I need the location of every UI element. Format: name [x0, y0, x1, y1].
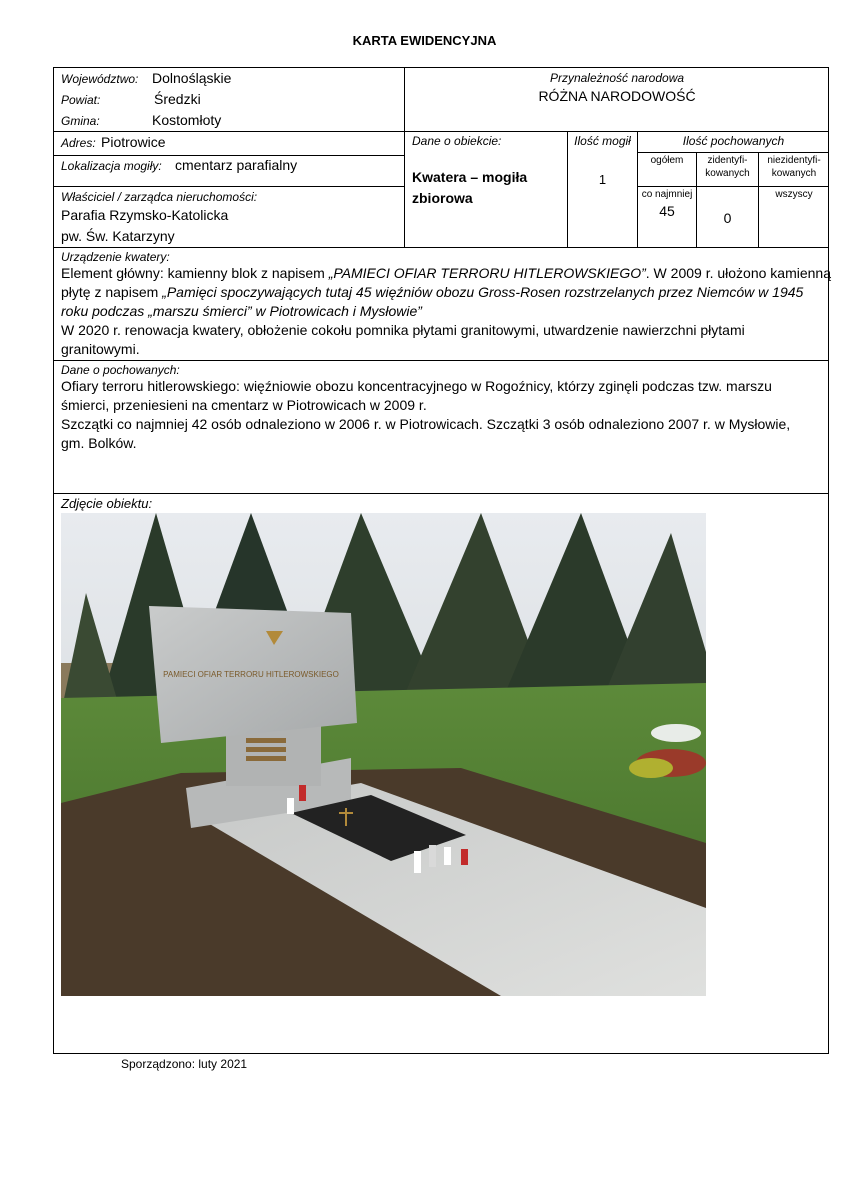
gmina-label: Gmina: — [61, 114, 100, 128]
buried-identified-value: 0 — [723, 210, 732, 226]
urzadzenie-line1-suffix: . W 2009 r. ułożono kamienną — [645, 265, 832, 281]
pochowani-text — [61, 377, 827, 453]
buried-total-value: 45 — [659, 203, 675, 219]
object-value-line2: zbiorowa — [412, 190, 473, 206]
divider — [405, 131, 829, 132]
adres-label: Adres: — [61, 136, 96, 150]
pochowani-label: Dane o pochowanych: — [61, 363, 180, 377]
wlasciciel-value-line1: Parafia Rzymsko-Katolicka — [61, 207, 229, 223]
buried-total-label: ogółem — [650, 155, 684, 166]
divider — [54, 247, 829, 248]
divider — [54, 186, 405, 187]
photo-label: Zdjęcie obiektu: — [61, 496, 153, 511]
wlasciciel-label: Właściciel / zarządca nieruchomości: — [61, 190, 258, 204]
urzadzenie-label: Urządzenie kwatery: — [61, 250, 170, 264]
pochowani-line2: śmierci, przeniesieni na cmentarz w Piotrowicach w 2009 r. — [61, 397, 427, 413]
urzadzenie-text — [61, 264, 832, 359]
urzadzenie-line2-prefix: płytę z napisem — [61, 284, 163, 300]
divider — [637, 186, 829, 187]
divider — [54, 493, 829, 494]
pochowani-line1: Ofiary terroru hitlerowskiego: więźniowie obozu koncentracyjnego w Rogoźnicy, którzy zginęli podczas tzw. marszu — [61, 378, 772, 394]
urzadzenie-line3: roku podczas „marszu śmierci” w Piotrowicach i Mysłowie” — [61, 303, 422, 319]
pochowani-line4: gm. Bolków. — [61, 435, 137, 451]
urzadzenie-line5: granitowymi. — [61, 341, 140, 357]
lokalizacja-value: cmentarz parafialny — [175, 157, 298, 173]
adres-value: Piotrowice — [101, 134, 166, 150]
object-label: Dane o obiekcie: — [412, 134, 502, 148]
gmina-value: Kostomłoty — [152, 112, 222, 128]
object-photo — [61, 513, 706, 996]
buried-identified-label-1: zidentyfi- — [707, 155, 748, 166]
nationality-label: Przynależność narodowa — [549, 71, 685, 85]
divider — [54, 131, 405, 132]
buried-unidentified-value: wszyscy — [775, 189, 813, 200]
divider — [54, 155, 405, 156]
urzadzenie-line1-prefix: Element główny: kamienny blok z napisem — [61, 265, 329, 281]
wojewodztwo-value: Dolnośląskie — [152, 70, 232, 86]
buried-label: Ilość pochowanych — [682, 134, 785, 148]
object-value-line1: Kwatera – mogiła — [412, 169, 528, 185]
nationality-value: RÓŻNA NARODOWOŚĆ — [538, 88, 696, 104]
graves-value: 1 — [598, 172, 607, 187]
pochowani-line3: Szczątki co najmniej 42 osób odnaleziono w 2006 r. w Piotrowicach. Szczątki 3 osób odnaleziono 2007 r. w Mysłowie, — [61, 416, 791, 432]
divider — [567, 131, 568, 247]
buried-identified-label-2: kowanych — [705, 168, 750, 179]
buried-total-note: co najmniej — [641, 189, 693, 200]
footer-date: Sporządzono: luty 2021 — [121, 1057, 248, 1071]
buried-unidentified-label-2: kowanych — [771, 168, 817, 179]
divider — [637, 152, 829, 153]
wojewodztwo-label: Województwo: — [61, 72, 139, 86]
lokalizacja-label: Lokalizacja mogiły: — [61, 159, 162, 173]
powiat-value: Średzki — [154, 91, 201, 107]
document-title: KARTA EWIDENCYJNA — [352, 33, 497, 48]
urzadzenie-line4: W 2020 r. renowacja kwatery, obłożenie cokołu pomnika płytami granitowymi, utwardzenie nawierzchni płytami — [61, 322, 745, 338]
buried-unidentified-label-1: niezidentyfi- — [767, 155, 821, 166]
divider — [54, 360, 829, 361]
urzadzenie-line1-quote: „PAMIECI OFIAR TERRORU HITLEROWSKIEGO” — [328, 265, 646, 281]
urzadzenie-line2-quote: „Pamięci spoczywających tutaj 45 więźniów obozu Gross-Rosen rozstrzelanych przez Niemców w 1945 — [162, 284, 804, 300]
powiat-label: Powiat: — [61, 93, 101, 107]
monument-inscription: PAMIECI OFIAR TERRORU HITLEROWSKIEGO — [163, 670, 339, 679]
graves-label: Ilość mogił — [574, 134, 631, 148]
wlasciciel-value-line2: pw. Św. Katarzyny — [61, 228, 175, 244]
